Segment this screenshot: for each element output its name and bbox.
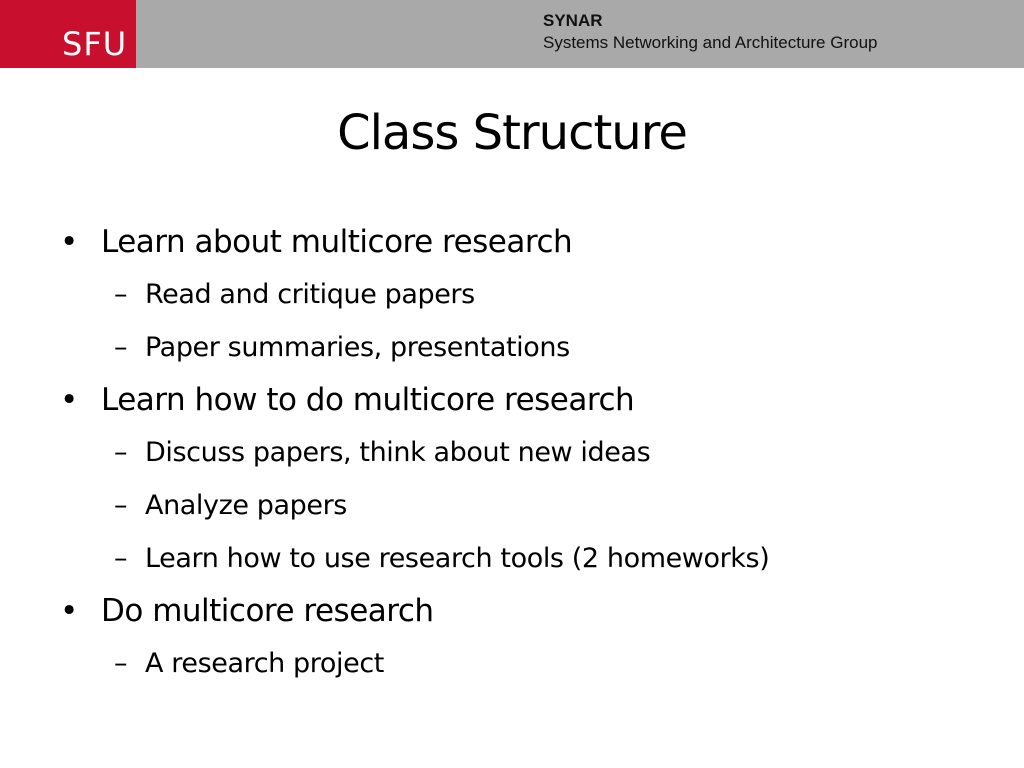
bullet-item — [60, 585, 1000, 637]
dash-icon: – — [114, 648, 128, 679]
bullet-item — [60, 374, 1000, 426]
sub-bullet-item — [60, 321, 1000, 374]
sub-bullet-text: A research project — [145, 648, 384, 679]
sub-bullet-item — [60, 637, 1000, 690]
sub-bullet-item — [60, 479, 1000, 532]
bullet-icon: • — [60, 593, 78, 629]
group-name — [543, 10, 877, 54]
sub-bullet-text: Discuss papers, think about new ideas — [145, 437, 651, 468]
sfu-logo — [0, 0, 136, 68]
sub-bullet-item — [60, 532, 1000, 585]
dash-icon: – — [114, 490, 128, 521]
sub-bullet-item — [60, 426, 1000, 479]
sub-bullet-text: Read and critique papers — [145, 279, 475, 310]
sub-bullet-item — [60, 268, 1000, 321]
bullet-icon: • — [60, 382, 78, 418]
dash-icon: – — [114, 543, 128, 574]
bullet-text: Learn about multicore research — [101, 224, 573, 260]
logo-text: SFU — [62, 25, 128, 63]
bullet-icon: • — [60, 224, 78, 260]
sub-bullet-text: Paper summaries, presentations — [145, 332, 570, 363]
sub-bullet-text: Learn how to use research tools (2 homeworks) — [145, 543, 770, 574]
group-short-name: SYNAR — [543, 11, 603, 30]
dash-icon: – — [114, 279, 128, 310]
bullet-item — [60, 216, 1000, 268]
slide-title: Class Structure — [337, 105, 687, 161]
dash-icon: – — [114, 332, 128, 363]
header-bar — [0, 0, 1024, 68]
group-full-name: Systems Networking and Architecture Group — [543, 33, 878, 52]
bullet-list — [60, 216, 1000, 690]
dash-icon: – — [114, 437, 128, 468]
bullet-text: Learn how to do multicore research — [101, 382, 635, 418]
sub-bullet-text: Analyze papers — [145, 490, 347, 521]
bullet-text: Do multicore research — [101, 593, 434, 629]
